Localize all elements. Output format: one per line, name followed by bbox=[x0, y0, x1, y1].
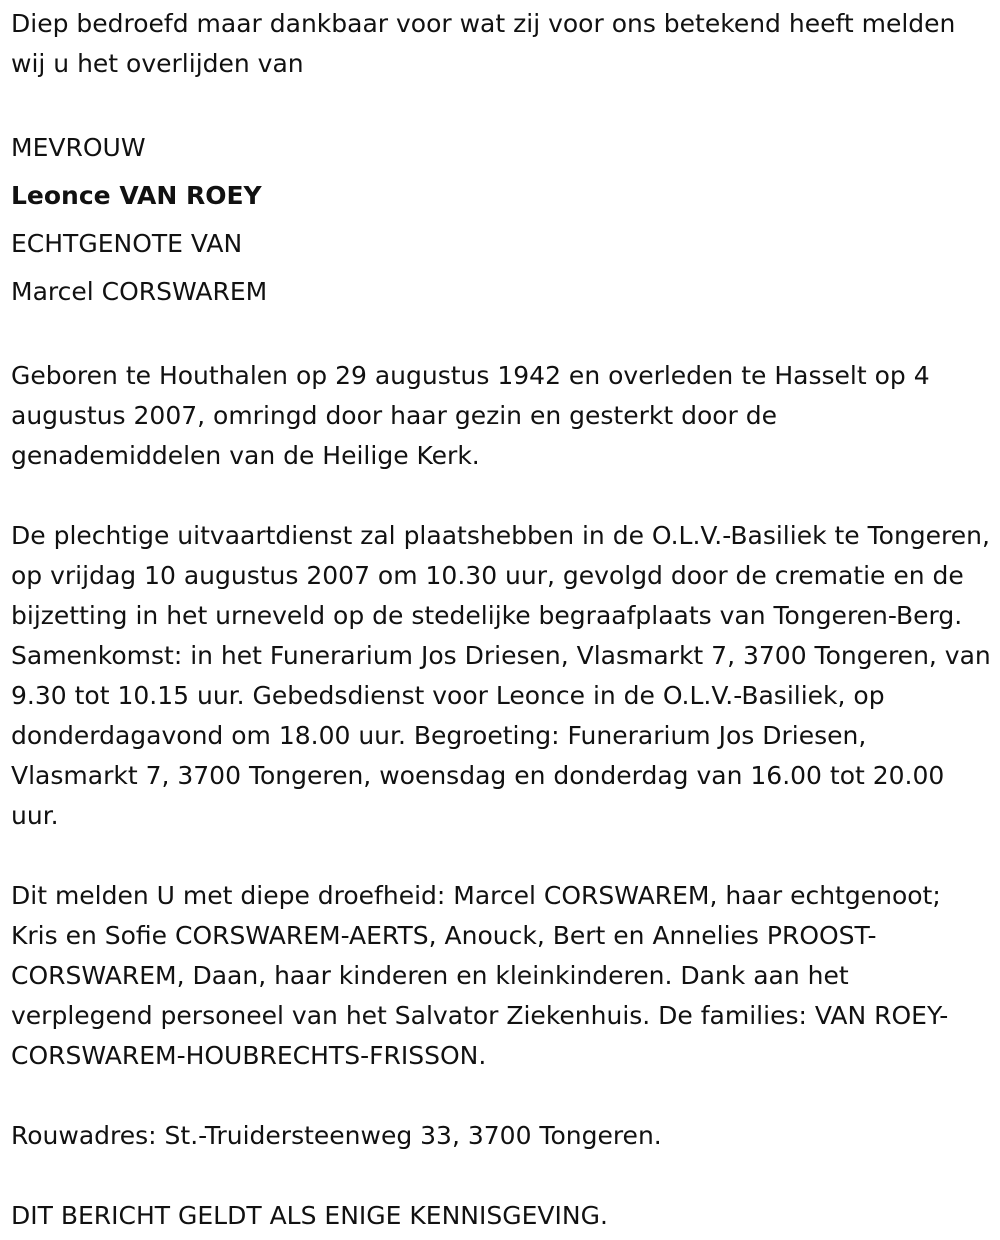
ceremony-paragraph: De plechtige uitvaartdienst zal plaatshebben in de O.L.V.-Basiliek te Tongeren, op vrijdag 10 augustus 2007 om 10.30 uur, gevolgd door de crematie en de bijzetting in het urneveld op de stedelijke begraafplaats van Tongeren-Berg. Samenkomst: in het Funerarium Jos Driesen, Vlasmarkt 7, 3700 Tongeren, van 9.30 tot 10.15 uur. Gebedsdienst voor Leonce in de O.L.V.-Basiliek, op donderdagavond om 18.00 uur. Begroeting: Funerarium Jos Driesen, Vlasmarkt 7, 3700 Tongeren, woensdag en donderdag van 16.00 tot 20.00 uur. bbox=[11, 521, 991, 830]
deceased-name: Leonce VAN ROEY bbox=[11, 181, 262, 210]
intro-paragraph: Diep bedroefd maar dankbaar voor wat zij voor ons betekend heeft melden wij u het overlijden van bbox=[11, 9, 956, 78]
spouse-name: Marcel CORSWAREM bbox=[11, 277, 268, 306]
address-paragraph: Rouwadres: St.-Truidersteenweg 33, 3700 Tongeren. bbox=[11, 1121, 662, 1150]
closing-statement: DIT BERICHT GELDT ALS ENIGE KENNISGEVING. bbox=[11, 1201, 608, 1230]
death-notice bbox=[11, 4, 991, 1236]
relation-label: ECHTGENOTE VAN bbox=[11, 229, 243, 258]
family-paragraph: Dit melden U met diepe droefheid: Marcel CORSWAREM, haar echtgenoot; Kris en Sofie CORSWAREM-AERTS, Anouck, Bert en Annelies PROOST-CORSWAREM, Daan, haar kinderen en kleinkinderen. Dank aan het verplegend personeel van het Salvator Ziekenhuis. De families: VAN ROEY-CORSWAREM-HOUBRECHTS-FRISSON. bbox=[11, 881, 949, 1070]
birth-death-paragraph: Geboren te Houthalen op 29 augustus 1942 en overleden te Hasselt op 4 augustus 2007, omringd door haar gezin en gesterkt door de genademiddelen van de Heilige Kerk. bbox=[11, 361, 930, 470]
deceased-title: MEVROUW bbox=[11, 133, 146, 162]
deceased-block bbox=[11, 124, 991, 316]
